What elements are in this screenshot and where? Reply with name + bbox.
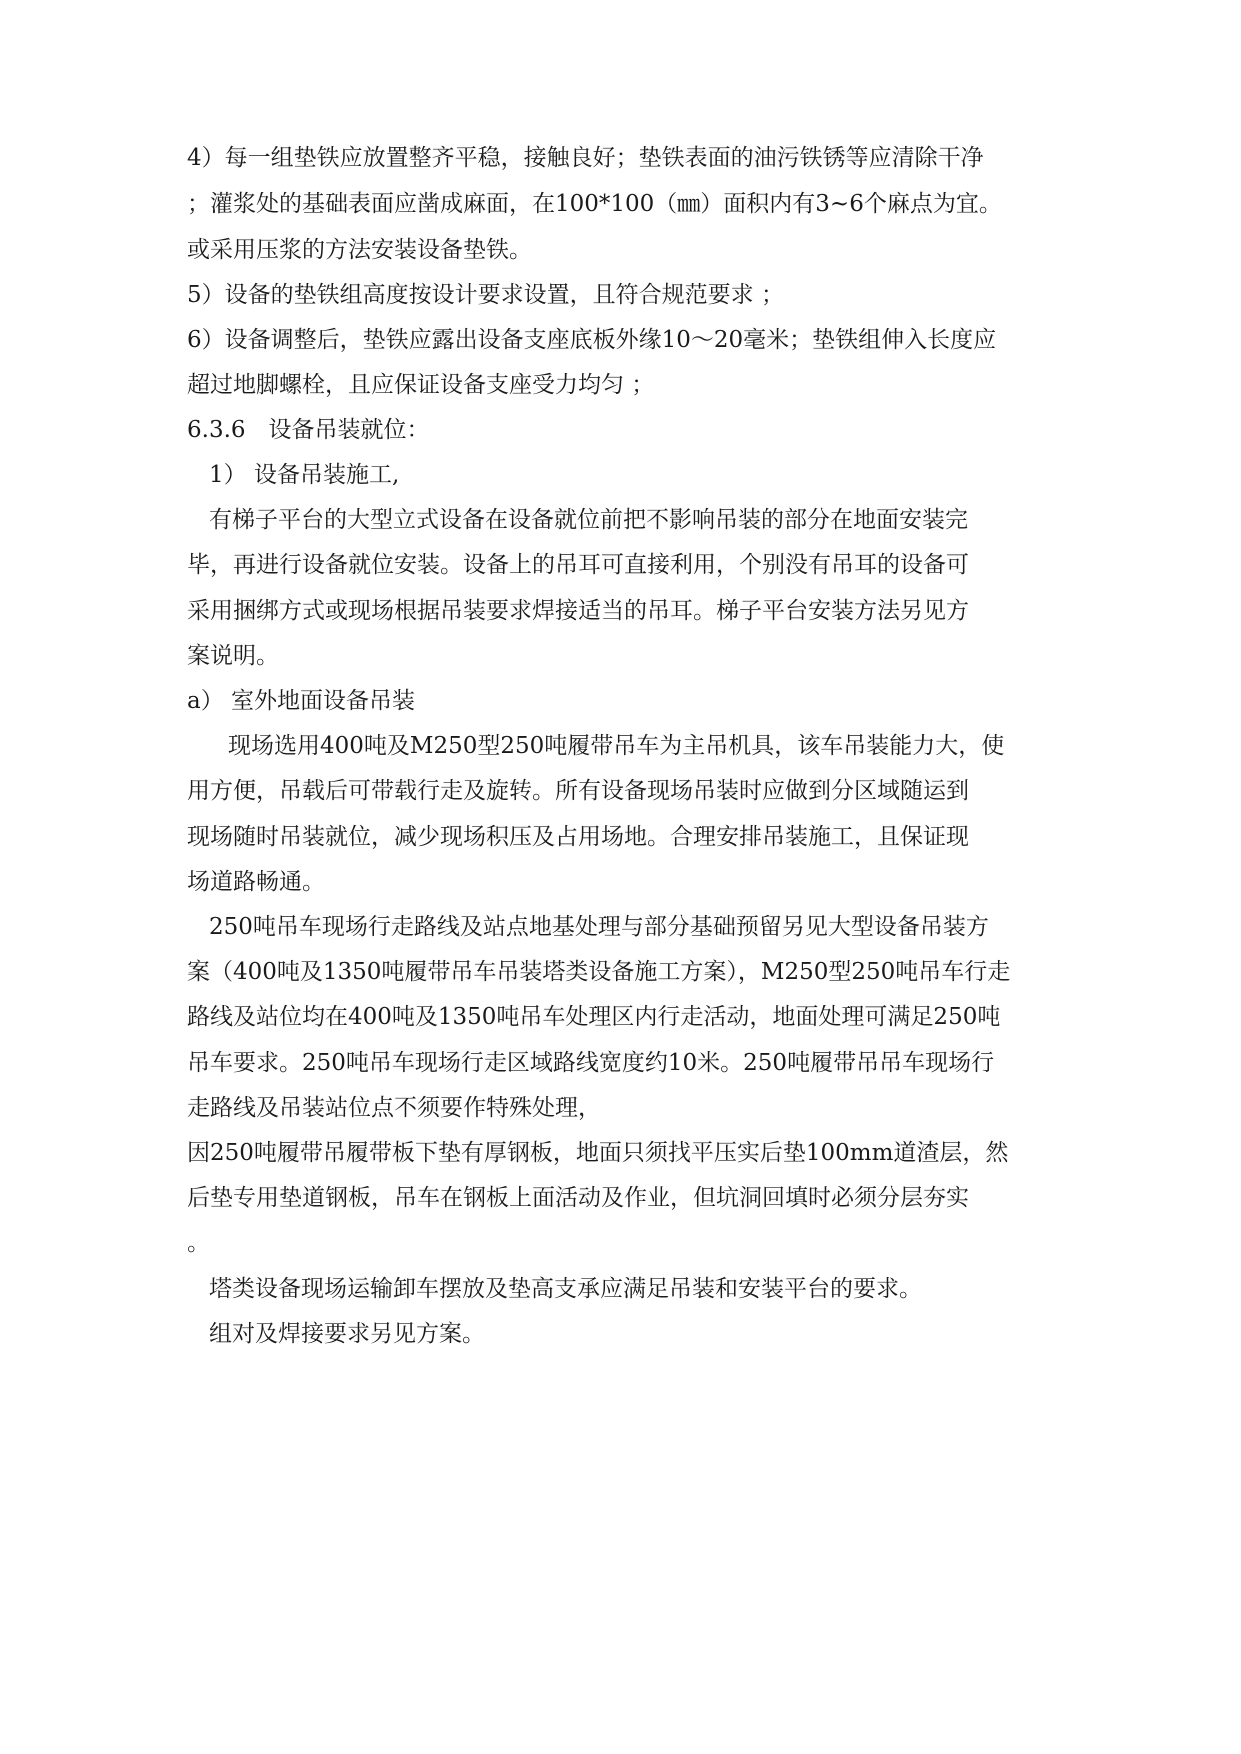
text-line: 4）每一组垫铁应放置整齐平稳，接触良好；垫铁表面的油污铁锈等应清除干净 [187, 145, 984, 171]
text-line: 采用捆绑方式或现场根据吊装要求焊接适当的吊耳。梯子平台安装方法另见方 [187, 598, 969, 624]
text-line: ；灌浆处的基础表面应凿成麻面，在100*100（㎜）面积内有3~6个麻点为宜。 [187, 191, 1002, 217]
text-line: 吊车要求。250吨吊车现场行走区域路线宽度约10米。250吨履带吊吊车现场行 [187, 1050, 995, 1076]
text-line: 250吨吊车现场行走路线及站点地基处理与部分基础预留另见大型设备吊装方 [209, 914, 989, 940]
subsection-heading: a） 室外地面设备吊装 [187, 688, 416, 714]
subsection-heading: 1） 设备吊装施工, [209, 462, 400, 488]
text-line: 超过地脚螺栓，且应保证设备支座受力均匀 ； [187, 372, 655, 398]
text-line: 路线及站位均在400吨及1350吨吊车处理区内行走活动，地面处理可满足250吨 [187, 1004, 1001, 1030]
text-line: 6）设备调整后，垫铁应露出设备支座底板外缘10～20毫米；垫铁组伸入长度应 [187, 327, 997, 353]
text-line: 或采用压浆的方法安装设备垫铁。 [187, 237, 532, 263]
text-line: 5）设备的垫铁组高度按设计要求设置，且符合规范要求 ； [187, 282, 784, 308]
text-line: 现场随时吊装就位，减少现场积压及占用场地。合理安排吊装施工，且保证现 [187, 824, 969, 850]
text-line: 。 [187, 1230, 210, 1256]
text-line: 场道路畅通。 [187, 869, 325, 895]
text-line: 塔类设备现场运输卸车摆放及垫高支承应满足吊装和安装平台的要求。 [209, 1276, 922, 1302]
text-line: 案（400吨及1350吨履带吊车吊装塔类设备施工方案），M250型250吨吊车行走 [187, 959, 1011, 985]
text-line: 毕，再进行设备就位安装。设备上的吊耳可直接利用，个别没有吊耳的设备可 [187, 552, 969, 578]
text-line: 走路线及吊装站位点不须要作特殊处理， [187, 1095, 601, 1121]
text-line: 组对及焊接要求另见方案。 [209, 1321, 485, 1347]
text-line: 后垫专用垫道钢板，吊车在钢板上面活动及作业，但坑洞回填时必须分层夯实 [187, 1185, 969, 1211]
text-line: 现场选用400吨及M250型250吨履带吊车为主吊机具，该车吊装能力大，使 [228, 733, 1005, 759]
text-line: 用方便，吊载后可带载行走及旋转。所有设备现场吊装时应做到分区域随运到 [187, 778, 969, 804]
text-line: 因250吨履带吊履带板下垫有厚钢板，地面只须找平压实后垫100mm道渣层，然 [187, 1140, 1009, 1166]
text-line: 有梯子平台的大型立式设备在设备就位前把不影响吊装的部分在地面安装完 [209, 507, 968, 533]
section-heading: 6.3.6 设备吊装就位： [187, 417, 430, 443]
text-line: 案说明。 [187, 643, 279, 669]
